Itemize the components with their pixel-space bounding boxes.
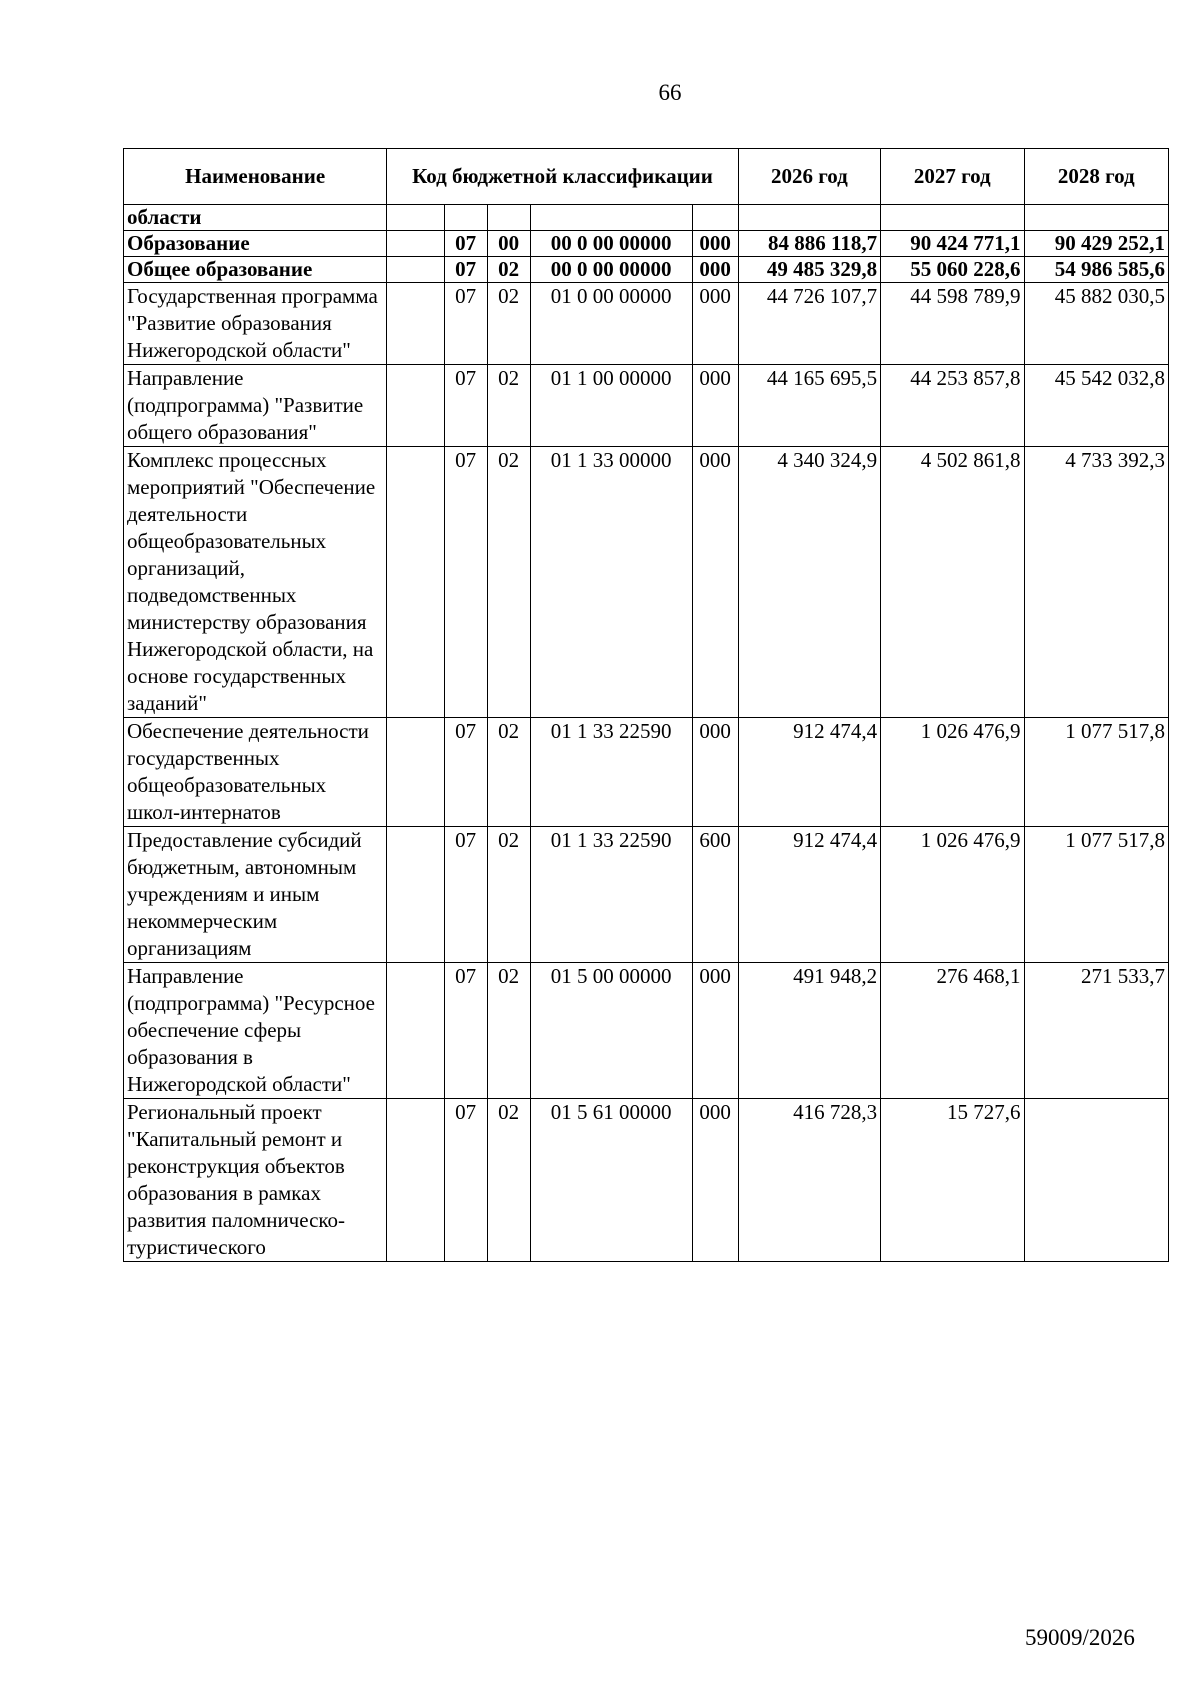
code-cell: 01 1 33 22590: [530, 827, 692, 963]
code-cell: [387, 827, 444, 963]
code-cell: 02: [487, 283, 530, 365]
row-name: Предоставление субсидий бюджетным, автономным учреждениям и иным некоммерческим организациям: [124, 827, 387, 963]
code-cell: 02: [487, 963, 530, 1099]
code-cell: 00 0 00 00000: [530, 257, 692, 283]
value-2027: 90 424 771,1: [881, 231, 1024, 257]
value-2027: 1 026 476,9: [881, 718, 1024, 827]
value-2026: 416 728,3: [738, 1099, 880, 1262]
value-2028: 271 533,7: [1024, 963, 1169, 1099]
code-cell: 00: [487, 231, 530, 257]
code-cell: 01 0 00 00000: [530, 283, 692, 365]
code-cell: 000: [692, 231, 738, 257]
table-row: [124, 257, 1169, 283]
value-2028: [1024, 205, 1169, 231]
code-cell: [387, 365, 444, 447]
row-name: Направление (подпрограмма) "Ресурсное обеспечение сферы образования в Нижегородской области": [124, 963, 387, 1099]
code-cell: [387, 963, 444, 1099]
value-2027: 44 598 789,9: [881, 283, 1024, 365]
table-row: [124, 365, 1169, 447]
value-2027: [881, 205, 1024, 231]
row-name: Региональный проект "Капитальный ремонт и реконструкция объектов образования в рамках развития паломническо-туристического: [124, 1099, 387, 1262]
code-cell: 01 5 00 00000: [530, 963, 692, 1099]
value-2027: 4 502 861,8: [881, 447, 1024, 718]
value-2027: 44 253 857,8: [881, 365, 1024, 447]
code-cell: 01 5 61 00000: [530, 1099, 692, 1262]
row-name: Обеспечение деятельности государственных общеобразовательных школ-интернатов: [124, 718, 387, 827]
table-row: [124, 1099, 1169, 1262]
code-cell: [530, 205, 692, 231]
value-2028: 54 986 585,6: [1024, 257, 1169, 283]
code-cell: [692, 205, 738, 231]
header-2026: 2026 год: [738, 149, 880, 205]
value-2026: 491 948,2: [738, 963, 880, 1099]
code-cell: 07: [444, 231, 487, 257]
table-row: [124, 447, 1169, 718]
code-cell: 02: [487, 718, 530, 827]
budget-table: [123, 148, 1169, 1262]
table-row: [124, 963, 1169, 1099]
value-2026: 912 474,4: [738, 827, 880, 963]
code-cell: [387, 205, 444, 231]
code-cell: 02: [487, 257, 530, 283]
code-cell: 07: [444, 827, 487, 963]
code-cell: [387, 1099, 444, 1262]
value-2028: 1 077 517,8: [1024, 718, 1169, 827]
value-2028: 1 077 517,8: [1024, 827, 1169, 963]
value-2027: 15 727,6: [881, 1099, 1024, 1262]
document-code: 59009/2026: [1025, 1625, 1135, 1650]
table-row: [124, 283, 1169, 365]
code-cell: 02: [487, 447, 530, 718]
code-cell: 000: [692, 257, 738, 283]
value-2028: 4 733 392,3: [1024, 447, 1169, 718]
code-cell: 000: [692, 1099, 738, 1262]
code-cell: [387, 283, 444, 365]
header-row: [124, 149, 1169, 205]
value-2027: 55 060 228,6: [881, 257, 1024, 283]
code-cell: 000: [692, 447, 738, 718]
value-2028: 45 882 030,5: [1024, 283, 1169, 365]
row-name: Общее образование: [124, 257, 387, 283]
value-2026: 912 474,4: [738, 718, 880, 827]
code-cell: 00 0 00 00000: [530, 231, 692, 257]
code-cell: 000: [692, 365, 738, 447]
table-row: [124, 205, 1169, 231]
code-cell: 01 1 00 00000: [530, 365, 692, 447]
code-cell: 07: [444, 283, 487, 365]
code-cell: 02: [487, 827, 530, 963]
code-cell: 01 1 33 00000: [530, 447, 692, 718]
value-2026: 44 726 107,7: [738, 283, 880, 365]
value-2026: 4 340 324,9: [738, 447, 880, 718]
code-cell: [387, 447, 444, 718]
code-cell: 02: [487, 365, 530, 447]
value-2028: [1024, 1099, 1169, 1262]
code-cell: 000: [692, 283, 738, 365]
code-cell: [387, 257, 444, 283]
header-code: Код бюджетной классификации: [387, 149, 738, 205]
value-2026: 84 886 118,7: [738, 231, 880, 257]
code-cell: 600: [692, 827, 738, 963]
code-cell: 07: [444, 963, 487, 1099]
code-cell: [487, 205, 530, 231]
code-cell: 000: [692, 963, 738, 1099]
value-2027: 1 026 476,9: [881, 827, 1024, 963]
code-cell: 07: [444, 365, 487, 447]
code-cell: 000: [692, 718, 738, 827]
row-name: Направление (подпрограмма) "Развитие общего образования": [124, 365, 387, 447]
code-cell: 07: [444, 447, 487, 718]
row-name: Образование: [124, 231, 387, 257]
table-row: [124, 827, 1169, 963]
value-2028: 90 429 252,1: [1024, 231, 1169, 257]
row-name: Комплекс процессных мероприятий "Обеспечение деятельности общеобразовательных организаций, подведомственных министерству образования Нижегородской области, на основе государственных заданий": [124, 447, 387, 718]
row-name: области: [124, 205, 387, 231]
header-2027: 2027 год: [881, 149, 1024, 205]
code-cell: 01 1 33 22590: [530, 718, 692, 827]
row-name: Государственная программа "Развитие образования Нижегородской области": [124, 283, 387, 365]
value-2028: 45 542 032,8: [1024, 365, 1169, 447]
table-row: [124, 718, 1169, 827]
page-number: 66: [658, 80, 682, 105]
code-cell: 02: [487, 1099, 530, 1262]
code-cell: [387, 718, 444, 827]
value-2026: 49 485 329,8: [738, 257, 880, 283]
table-row: [124, 231, 1169, 257]
value-2026: 44 165 695,5: [738, 365, 880, 447]
value-2026: [738, 205, 880, 231]
code-cell: [444, 205, 487, 231]
header-name: Наименование: [124, 149, 387, 205]
header-2028: 2028 год: [1024, 149, 1169, 205]
value-2027: 276 468,1: [881, 963, 1024, 1099]
code-cell: 07: [444, 718, 487, 827]
code-cell: [387, 231, 444, 257]
code-cell: 07: [444, 257, 487, 283]
code-cell: 07: [444, 1099, 487, 1262]
